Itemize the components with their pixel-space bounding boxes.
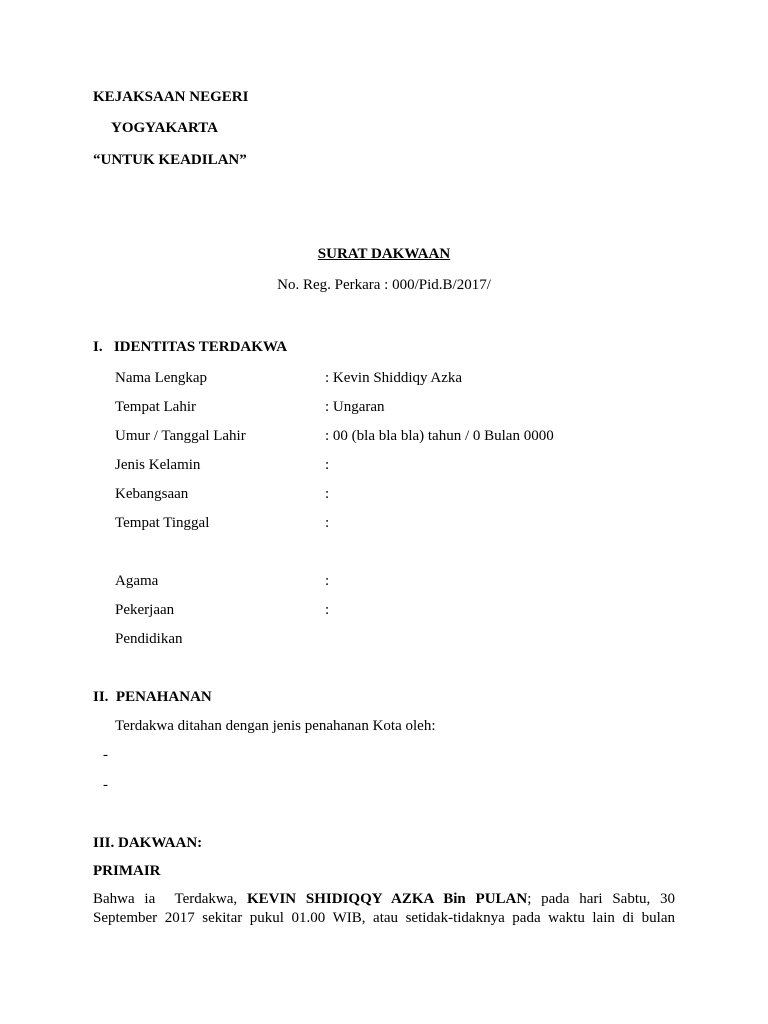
row-label-agama: Agama	[115, 573, 159, 589]
penahanan-bullet-2: -	[103, 777, 108, 793]
row-label-tempat-tinggal: Tempat Tinggal	[115, 515, 210, 531]
row-label-pekerjaan: Pekerjaan	[115, 602, 175, 618]
case-reg-number: No. Reg. Perkara : 000/Pid.B/2017/	[277, 277, 491, 293]
row-value-jenis-kelamin: :	[325, 457, 330, 473]
section-dakwaan-heading: III. DAKWAAN:	[93, 835, 203, 851]
row-value-kebangsaan: :	[325, 486, 330, 502]
row-value-umur: : 00 (bla bla bla) tahun / 0 Bulan 0000	[325, 428, 554, 444]
document-title: SURAT DAKWAAN	[317, 246, 451, 262]
dakwaan-paragraph-line-2: September 2017 sekitar pukul 01.00 WIB, atau setidak-tidaknya pada waktu lain di bulan	[93, 910, 675, 926]
section-penahanan-heading: II. PENAHANAN	[93, 689, 212, 705]
row-label-kebangsaan: Kebangsaan	[115, 486, 189, 502]
row-value-tempat-lahir: : Ungaran	[325, 399, 385, 415]
row-label-jenis-kelamin: Jenis Kelamin	[115, 457, 201, 473]
row-value-agama: :	[325, 573, 330, 589]
row-label-umur: Umur / Tanggal Lahir	[115, 428, 246, 444]
row-value-pekerjaan: :	[325, 602, 330, 618]
dakwaan-paragraph-line-1	[93, 890, 675, 909]
row-label-pendidikan: Pendidikan	[115, 631, 183, 647]
row-label-tempat-lahir: Tempat Lahir	[115, 399, 196, 415]
dakwaan-para-rest: ; pada hari Sabtu, 30	[527, 891, 676, 907]
dakwaan-para-prefix: Bahwa ia Terdakwa,	[93, 891, 238, 907]
document-title-wrap	[0, 247, 768, 262]
institution-city: YOGYAKARTA	[111, 120, 218, 136]
penahanan-text: Terdakwa ditahan dengan jenis penahanan Kota oleh:	[115, 718, 436, 734]
row-value-nama: : Kevin Shiddiqy Azka	[325, 370, 463, 386]
row-label-nama: Nama Lengkap	[115, 370, 208, 386]
institution-name: KEJAKSAAN NEGERI	[93, 89, 249, 105]
institution-motto: “UNTUK KEADILAN”	[93, 152, 247, 168]
row-value-tempat-tinggal: :	[325, 515, 330, 531]
section-identitas-heading: I. IDENTITAS TERDAKWA	[93, 339, 288, 355]
defendant-name: KEVIN SHIDIQQY AZKA Bin PULAN	[246, 891, 528, 907]
dakwaan-primair-heading: PRIMAIR	[93, 863, 161, 879]
penahanan-bullet-1: -	[103, 747, 108, 763]
dakwaan-paragraph	[93, 890, 675, 928]
